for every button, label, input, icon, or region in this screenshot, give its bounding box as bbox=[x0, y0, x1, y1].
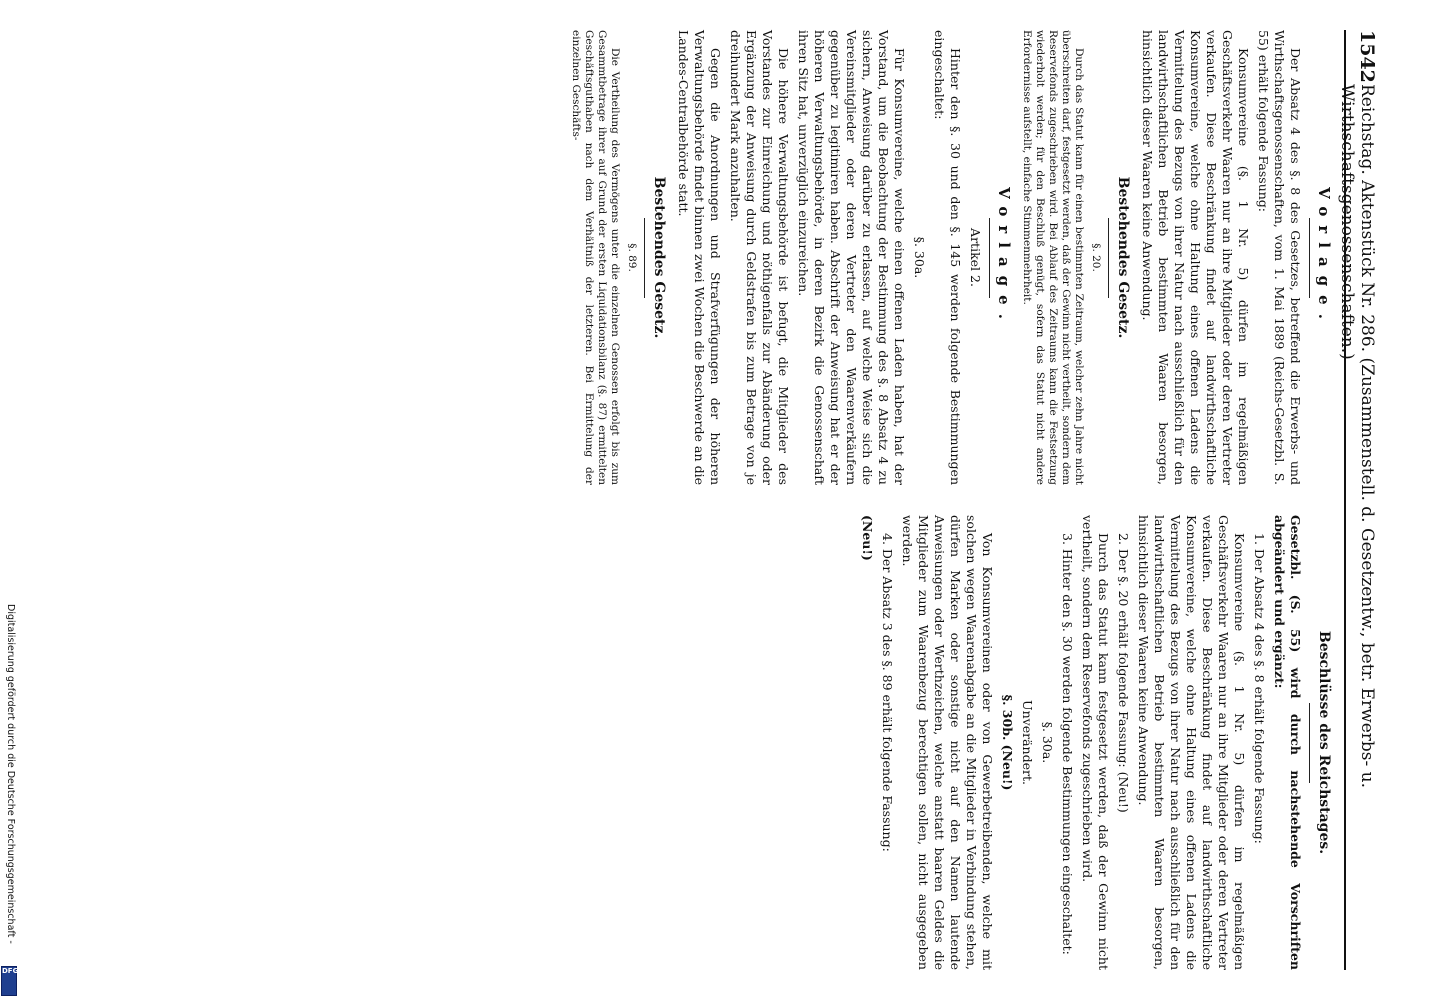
section-number: §. 20. bbox=[1090, 243, 1102, 272]
paragraph: Gesetzbl. (S. 55) wird durch nachstehende Vorschriften abgeändert und ergänzt: bbox=[1272, 515, 1303, 970]
section-number: §. 30b. (Neu!) bbox=[1000, 694, 1015, 791]
rotated-page-content bbox=[50, 30, 1380, 970]
dfg-logo bbox=[1, 966, 17, 996]
divider bbox=[1309, 218, 1310, 298]
beschluesse-heading: Beschlüsse des Reichstages. bbox=[1316, 630, 1332, 855]
paragraph: Hinter den §. 30 und den §. 145 werden folgende Bestimmungen eingeschaltet: bbox=[932, 30, 963, 485]
paragraph: Die Vertheilung des Vermögens unter die einzelnen Genossen erfolgt bis zum Gesammtbetrage ihrer auf Grund der ersten Liquidationsbilanz (§. 87) ermittelten Geschäftsguthaben nach dem Verhältniß der letzteren. Bei Ermittelung der einzelnen Geschäfts- bbox=[570, 30, 621, 485]
page-title: Reichstag. Aktenstück Nr. 286. (Zusammenstell. d. Gesetzentw., betr. Erwerbs- u. Wirthschaftsgenossenschaften.) bbox=[1337, 84, 1377, 789]
section-number: §. 30a. bbox=[1040, 721, 1055, 764]
list-item: 1. Der Absatz 4 des §. 8 erhält folgende Fassung: bbox=[1252, 533, 1267, 844]
paragraph: Die höhere Verwaltungsbehörde ist befugt, die Mitglieder des Vorstandes zur Einreichung und nöthigenfalls zur Abänderung oder Ergänzung der Anweisung durch Geldstrafen bis zum Betrage von je dreihundert Mark anzuhalten. bbox=[728, 30, 791, 485]
divider bbox=[1108, 218, 1109, 298]
digitization-footer bbox=[2, 604, 18, 994]
section-number: §. 30a. bbox=[912, 236, 927, 279]
vorlage-heading: Vorlage. bbox=[995, 187, 1013, 328]
paragraph: Konsumvereine (§. 1 Nr. 5) dürfen im regelmäßigen Geschäftsverkehr Waaren nur an ihre Mitglieder oder deren Vertreter verkaufen. Diese Beschränkung findet auf landwirthschaftliche Konsumvereine, welche ohne Haltung eines offenen Ladens die Vermittelung des Bezugs von ihrer Natur nach ausschließlich für den landwirthschaftlichen Betrieb bestimmten Waaren besorgen, hinsichtlich dieser Waaren keine Anwendung. bbox=[1136, 515, 1247, 970]
list-item: 4. Der Absatz 3 des §. 89 erhält folgende Fassung: bbox=[880, 533, 895, 852]
bestehendes-gesetz-heading: Bestehendes Gesetz. bbox=[651, 176, 667, 339]
right-column bbox=[855, 515, 1332, 970]
divider bbox=[644, 218, 645, 298]
unchanged-note: Unverändert. bbox=[1020, 700, 1035, 785]
vorlage-heading: Vorlage. bbox=[1315, 187, 1333, 328]
digitization-credit: Digitalisierung gefördert durch die Deutsche Forschungsgemeinschaft - bbox=[5, 604, 16, 944]
dfg-logo-text: DFG bbox=[2, 967, 19, 975]
new-marker: (Neu!) bbox=[860, 515, 875, 561]
paragraph: Für Konsumvereine, welche einen offenen Laden haben, hat der Vorstand, um die Beobachtung der Bestimmung des §. 8 Absatz 4 zu sichern, Anweisung darüber zu erlassen, auf welche Weise sich die Vereinsmitglieder oder deren Vertreter den Waarenverkäufern gegenüber zu legitimiren haben. Abschrift der Anweisung hat er der höheren Verwaltungsbehörde, in deren Bezirk die Genossenschaft ihren Sitz hat, unverzüglich einzureichen. bbox=[796, 30, 907, 485]
paragraph: Gegen die Anordnungen und Strafverfügungen der höheren Verwaltungsbehörde findet binnen zwei Wochen die Beschwerde an die Landes-Centralbehörde statt. bbox=[676, 30, 723, 485]
page-header bbox=[1337, 30, 1380, 970]
list-item: 2. Der §. 20 erhält folgende Fassung: (Neu!) bbox=[1116, 533, 1131, 813]
paragraph: Durch das Statut kann für einen bestimmten Zeitraum, welcher zehn Jahre nicht überschreiten darf, festgesetzt werden, daß der Gewinn nicht vertheilt, sondern dem Reservefonds zugeschrieben wird. Bei Ablauf des Zeitraums kann die Festsetzung wiederholt werden; für den Beschluß genügt, sofern das Statut nicht andere Erfordernisse aufstellt, einfache Stimmenmehrheit. bbox=[1021, 30, 1085, 485]
paragraph: Von Konsumvereinen oder von Gewerbetreibenden, welche mit solchen wegen Waarenabgabe an die Mitglieder in Verbindung stehen, dürfen Marken oder sonstige nicht auf den Namen lautende Anweisungen oder Werthzeichen, welche anstatt baaren Geldes die Mitglieder zum Waarenbezug berechtigen sollen, nicht ausgegeben werden. bbox=[900, 515, 995, 970]
page-number: 1542 bbox=[1356, 30, 1378, 83]
paragraph: Durch das Statut kann festgesetzt werden, daß der Gewinn nicht vertheilt, sondern dem Reservefonds zugeschrieben wird. bbox=[1080, 515, 1111, 970]
list-item: 3. Hinter den §. 30 werden folgende Bestimmungen eingeschaltet: bbox=[1060, 533, 1075, 955]
section-number: §. 89. bbox=[626, 243, 638, 272]
paragraph: Konsumvereine (§. 1 Nr. 5) dürfen im regelmäßigen Geschäftsverkehr Waaren nur an ihre Mitglieder oder deren Vertreter verkaufen. Diese Beschränkung findet auf landwirthschaftliche Konsumvereine, welche ohne Haltung eines offenen Ladens die Vermittelung des Bezugs von ihrer Natur nach ausschließlich für den landwirthschaftlichen Betrieb bestimmten Waaren besorgen, hinsichtlich dieser Waaren keine Anwendung. bbox=[1140, 30, 1251, 485]
divider bbox=[1309, 703, 1310, 783]
article-number: Artikel 2. bbox=[968, 228, 983, 287]
left-column bbox=[565, 30, 1332, 485]
paragraph: Der Absatz 4 des §. 8 des Gesetzes, betreffend die Erwerbs- und Wirthschaftsgenossenschaften, vom 1. Mai 1889 (Reichs-Gesetzbl. S. 55) erhält folgende Fassung: bbox=[1256, 30, 1303, 485]
bestehendes-gesetz-heading: Bestehendes Gesetz. bbox=[1115, 176, 1131, 339]
divider bbox=[989, 218, 990, 298]
